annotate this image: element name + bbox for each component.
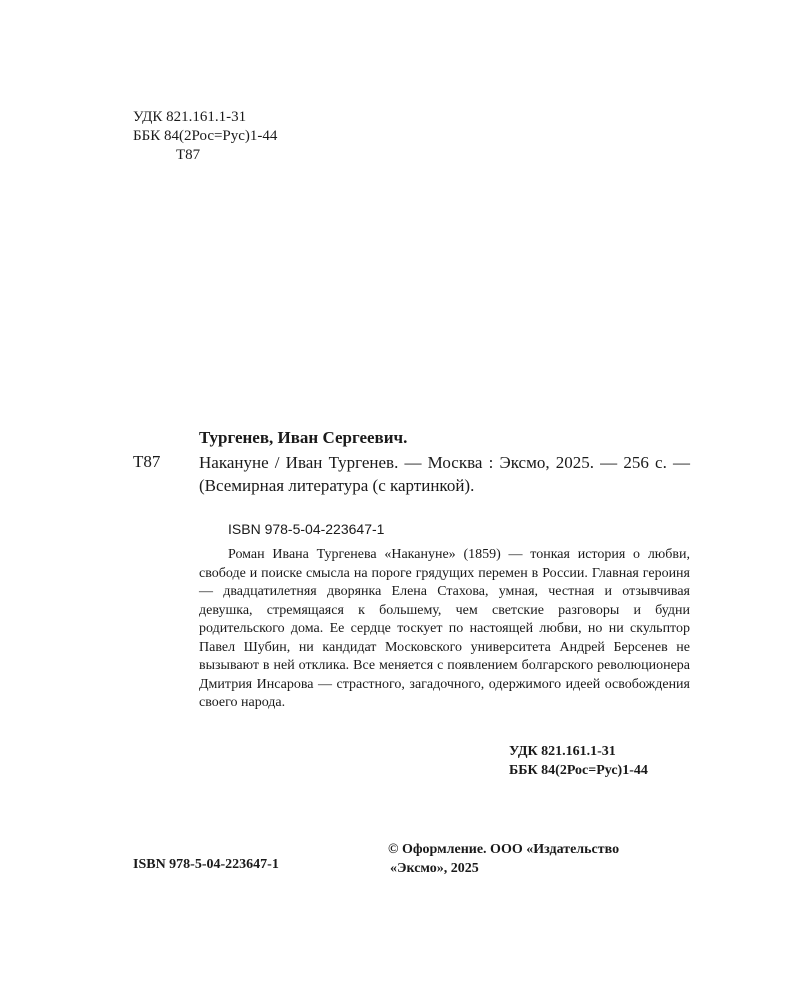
entry-bbk: ББК 84(2Рос=Рус)1-44 <box>509 763 648 778</box>
bbk-code: ББК 84(2Рос=Рус)1-44 <box>133 128 278 144</box>
udk-code: УДК 821.161.1-31 <box>133 109 247 125</box>
author-heading: Тургенев, Иван Сергеевич. <box>199 428 408 447</box>
entry-classification <box>509 742 648 780</box>
copyright-line-1: © Оформление. ООО «Издательство <box>388 842 620 857</box>
bibliographic-description: Накануне / Иван Тургенев. — Москва : Эксмо, 2025. — 256 с. — (Всемирная литература (с картинкой). <box>199 453 690 495</box>
footer-isbn: ISBN 978-5-04-223647-1 <box>133 857 279 872</box>
copyright-notice <box>388 840 690 878</box>
top-classification <box>133 108 277 165</box>
author-mark: Т87 <box>176 147 201 163</box>
copyright-line-2: «Эксмо», 2025 <box>390 861 479 876</box>
annotation-text: Роман Ивана Тургенева «Накануне» (1859) — тонкая история о любви, свободе и поиске смысла на пороге грядущих перемен в России. Главная героиня — двадцатилетняя дворянка Елена Стахова, умная, честная и отзывчивая девушка, стремящаяся к большему, чем светские разговоры и будни родительского дома. Ее сердце тоскует по настоящей любви, но ни скульптор Павел Шубин, ни кандидат Московского университета Андрей Берсенев не вызывают в ней отклика. Все меняется с появлением болгарского революционера Дмитрия Инсарова — страстного, загадочного, одержимого идеей освобождения своего народа. <box>199 547 690 710</box>
entry-isbn: ISBN 978-5-04-223647-1 <box>228 521 385 537</box>
entry-udk: УДК 821.161.1-31 <box>509 744 616 759</box>
entry-author-mark: Т87 <box>133 452 161 471</box>
